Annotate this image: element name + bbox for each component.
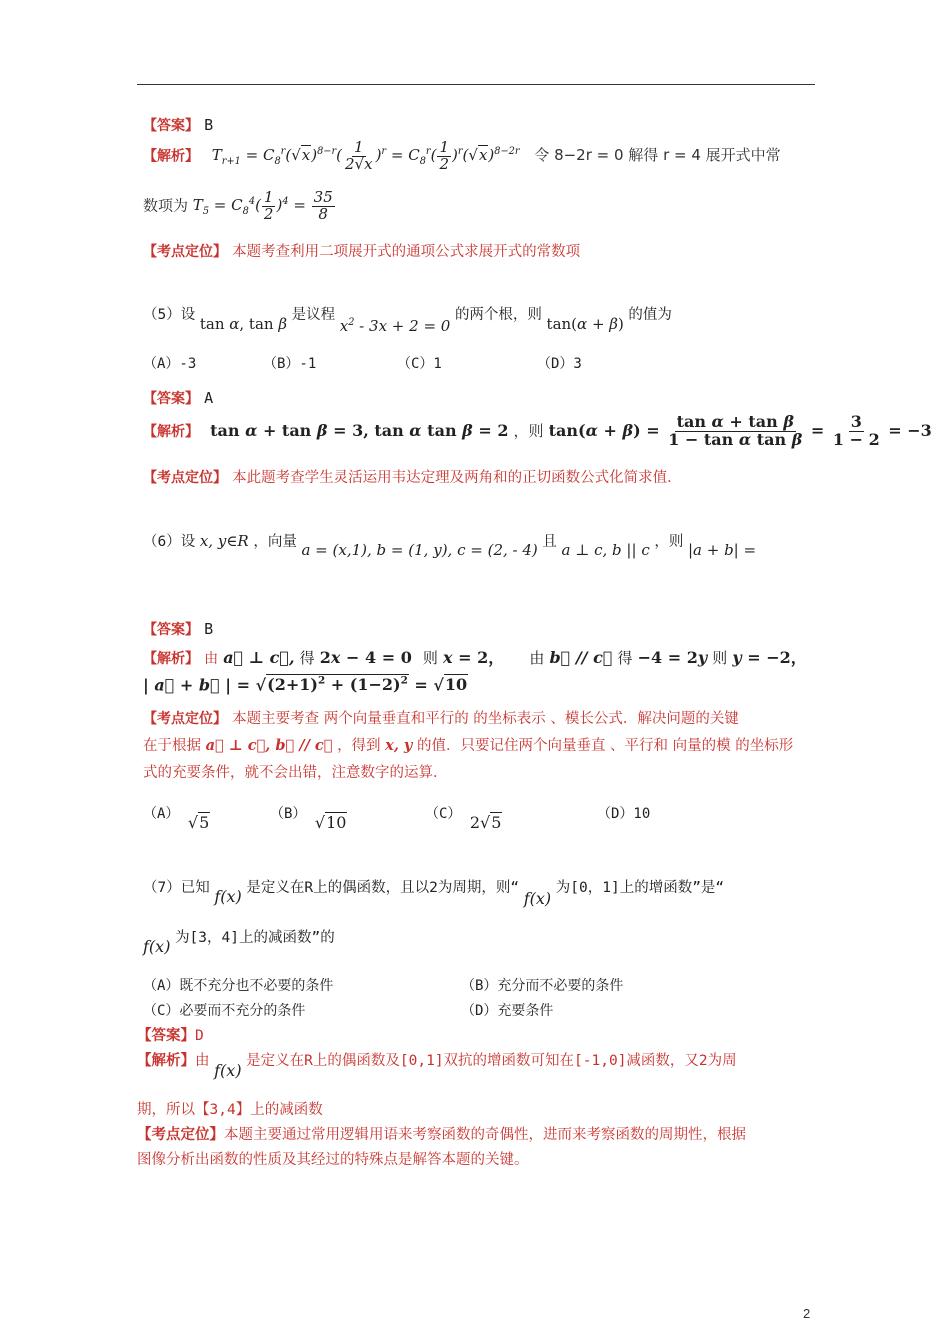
q5-option-d: （D）3 — [537, 356, 582, 372]
q5-answer: A — [204, 389, 214, 407]
q5-option-b: （B）-1 — [263, 356, 317, 372]
q5-analysis-then: ，则 — [513, 421, 544, 440]
q4-analysis-line2 — [143, 190, 336, 223]
q7-analysis-line1 — [137, 1049, 737, 1080]
q6-option-b — [270, 803, 347, 832]
q4-analysis-line1 — [143, 140, 781, 173]
q6-xy: x, y∈R — [199, 532, 249, 550]
q7-fx-3: f(x) — [143, 937, 171, 956]
analysis-label: 【解析】 — [143, 423, 199, 440]
q7-answer-line — [137, 1024, 204, 1045]
q7-analysis-line2: 期，所以【3,4】上的减函数 — [137, 1102, 323, 1118]
q6-analysis-c: 则 — [422, 649, 438, 667]
q6-keypoint-line1 — [143, 707, 739, 728]
answer-label: 【答案】 — [143, 118, 199, 134]
keypoint-label: 【考点定位】 — [143, 711, 227, 727]
q7-stem-line1 — [143, 876, 725, 908]
q5-keypoint — [143, 466, 682, 487]
q5-keypoint-text: 本此题考查学生灵活运用韦达定理及两角和的正切函数公式化简求值． — [232, 470, 682, 486]
q6-modulus-result: | a⃗ + b⃗ | = $√(2+1)^2 + (1-2)^2 = √10$ — [143, 675, 468, 695]
q5-answer-line — [143, 388, 213, 408]
q4-analysis-prefix: 数项为 — [143, 196, 189, 215]
q5-option-c: （C）1 — [397, 356, 442, 372]
q4-constant-term: $T_5 = C_8^4$( $\frac{1}{2}$ )$^4$ = $\frac{35}{8}$ — [192, 188, 333, 223]
q7-keypoint-line2: 图像分析出函数的性质及其经过的特殊点是解答本题的关键。 — [137, 1152, 529, 1168]
q5-stem — [143, 303, 672, 335]
q6-option-b-value: √10 — [314, 813, 347, 832]
q7-stem-c: 为[0，1]上的增函数”是“ — [555, 880, 725, 896]
analysis-label: 【解析】 — [143, 148, 199, 165]
q6-keypoint-xy: x, y — [385, 737, 413, 754]
q7-keypoint-label: 【考点定位】 — [137, 1127, 224, 1143]
q7-stem-line2 — [143, 926, 335, 956]
q6-eq1: 2x − 4 = 0 — [319, 648, 412, 667]
q4-keypoint-text: 本题考查利用二项展开式的通项公式求展开式的常数项 — [232, 244, 581, 260]
q6-option-c-value: 2√5 — [469, 813, 502, 832]
q6-option-b-label: （B） — [270, 806, 307, 822]
q7-answer: D — [195, 1028, 204, 1044]
q5-number: （5）设 — [143, 307, 196, 323]
q5-stem-mid2: 的两个根，则 — [454, 307, 542, 323]
q6-analysis-line2 — [143, 675, 468, 694]
q6-vectors: a = (x,1), b = (1, y), c = (2, - 4) — [301, 541, 538, 559]
q6-keypoint-b: ，得到 — [337, 738, 381, 754]
q7-stem-d: 为[3，4]上的减函数”的 — [175, 930, 335, 946]
keypoint-label: 【考点定位】 — [143, 470, 227, 486]
q6-keypoint-a: 在于根据 — [143, 738, 201, 754]
q5-equation: $x^2 - 3x + 2 = 0$ — [339, 317, 451, 335]
q4-answer: B — [204, 116, 214, 134]
q7-stem-b: 是定义在R上的偶函数，且以2为周期，则“ — [246, 880, 520, 896]
q7-keypoint-line1-text: 本题主要通过常用逻辑用语来考察函数的奇偶性，进而来考察函数的周期性，根据 — [224, 1127, 746, 1143]
header-rule — [137, 84, 815, 85]
q6-option-c — [425, 803, 502, 832]
q4-analysis-tail: 令 8−2r = 0 解得 r = 4 展开式中常 — [534, 146, 781, 165]
q6-analysis-e: 得 — [617, 649, 633, 667]
q6-option-d: （D）10 — [597, 806, 651, 822]
q5-stem-mid: 是议程 — [291, 307, 336, 323]
q6-keypoint-c: 的值．只要记住两个向量垂直 、平行和 向量的模 的坐标形 — [416, 738, 794, 754]
q5-tan-sum: tan(α + β) — [546, 315, 624, 333]
q5-vieta: tan α + tan β = 3, tan α tan β = 2 — [210, 420, 509, 440]
q7-option-c: （C）必要而不充分的条件 — [143, 1003, 306, 1019]
q6-eq2: −4 = 2y — [637, 648, 708, 667]
answer-label: 【答案】 — [143, 622, 199, 638]
q7-analysis-b: 是定义在R上的偶函数及[0,1]双抗的增函数可知在[-1,0]减函数，又2为周 — [246, 1053, 737, 1069]
page-number: 2 — [803, 1306, 811, 1321]
q6-answer: B — [204, 620, 214, 638]
q7-answer-label: 【答案】 — [137, 1028, 195, 1044]
q6-parallel: b⃗ // c⃗ — [549, 648, 613, 667]
q5-analysis-line — [143, 414, 932, 449]
q5-result: tan(α + β) = $\frac{\text{tan α + tan β}}{\text{1 − tan α tan β}}$ = $\frac{3}{1 - 2}$ = −3 — [548, 412, 932, 449]
q6-stem-mid: ，向量 — [253, 534, 297, 550]
q5-option-a: （A）-3 — [143, 356, 197, 372]
q6-answer-line — [143, 619, 213, 639]
q6-keypoint-vectors: a⃗ ⊥ c⃗, b⃗ // c⃗ — [205, 737, 333, 754]
q6-stem-and: 且 — [542, 534, 557, 550]
q6-modulus: |a + b| = — [687, 541, 757, 559]
q7-fx-2: f(x) — [523, 889, 552, 908]
analysis-label: 【解析】 — [143, 651, 199, 667]
q6-conditions: a ⊥ c, b || c — [561, 541, 650, 559]
q4-answer-line — [143, 115, 213, 135]
q6-option-a — [143, 803, 210, 832]
q6-x-value: x = 2， — [443, 648, 505, 667]
q6-analysis-a: 由 — [204, 651, 219, 667]
q6-y-value: y = −2， — [732, 648, 807, 667]
q6-keypoint-line3: 式的充要条件，就不会出错，注意数字的运算． — [143, 765, 448, 781]
q4-keypoint — [143, 240, 580, 261]
q6-keypoint-line2 — [143, 734, 793, 755]
q7-analysis-a: 由 — [195, 1053, 210, 1069]
q6-analysis-line1 — [143, 645, 807, 668]
q7-keypoint-line1 — [137, 1123, 746, 1144]
q6-analysis-d: 由 — [529, 649, 545, 667]
q6-option-a-value: √5 — [187, 813, 210, 832]
q7-option-a: （A）既不充分也不必要的条件 — [143, 978, 334, 994]
q7-analysis-label: 【解析】 — [137, 1053, 195, 1069]
q6-option-a-label: （A） — [143, 806, 180, 822]
q6-stem — [143, 530, 757, 559]
q6-keypoint-line1-text: 本题主要考查 两个向量垂直和平行的 的坐标表示 、模长公式．解决问题的关键 — [232, 711, 739, 727]
q6-analysis-f: 则 — [712, 649, 728, 667]
keypoint-label: 【考点定位】 — [143, 244, 227, 260]
q7-analysis-fx: f(x) — [214, 1061, 242, 1080]
q4-formula: $T_{r+1} = C_8^r(√x)^{8-r}$( $\frac{1}{2√x}$ )$^r = C_8^r$( $\frac{1}{2}$ )$^r(√x)^{8-2r}$ — [211, 138, 520, 173]
q6-option-c-label: （C） — [425, 806, 462, 822]
q7-option-b: （B）充分而不必要的条件 — [461, 978, 624, 994]
q5-stem-end: 的值为 — [628, 307, 672, 323]
q7-option-d: （D）充要条件 — [461, 1003, 554, 1019]
answer-label: 【答案】 — [143, 391, 199, 407]
q6-stem-then: ，则 — [654, 534, 684, 550]
q7-stem-a: （7）已知 — [143, 880, 210, 896]
q7-fx-1: f(x) — [214, 887, 242, 906]
q6-number: （6）设 — [143, 534, 196, 550]
q6-analysis-b: 得 — [299, 649, 315, 667]
q5-tan-ab: tan α, tan β — [199, 315, 287, 333]
q6-perp: a⃗ ⊥ c⃗, — [223, 648, 295, 667]
